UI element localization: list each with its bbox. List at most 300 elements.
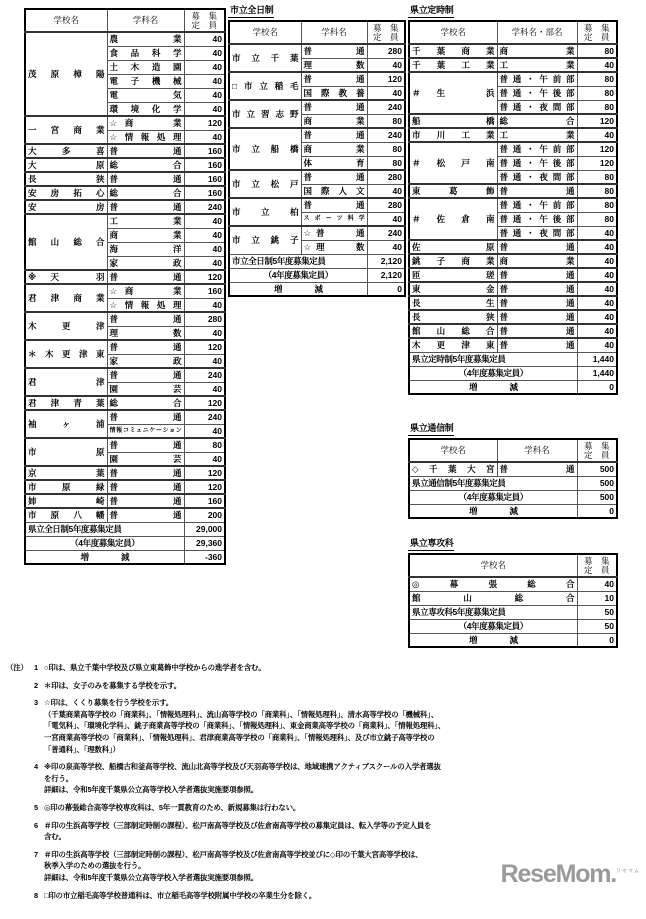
cell-quota: 120 — [577, 142, 617, 156]
cell-school-name: 佐 原 — [409, 240, 497, 254]
cell-dept-name: 体 育 — [301, 156, 367, 170]
cell-dept-name: 商 業 — [301, 114, 367, 128]
table-body — [25, 32, 225, 522]
cell-school-name: ＊木更津東 — [25, 340, 107, 368]
summary-value: 29,360 — [184, 536, 225, 550]
cell-school-name: 長 狭 — [25, 172, 107, 186]
cell-quota: 40 — [577, 226, 617, 240]
cell-dept-name: 普 通 — [497, 296, 577, 310]
cell-school-name: □市立稲毛 — [229, 72, 301, 100]
cell-dept-name: ☆普 通 — [301, 226, 367, 240]
table-row — [25, 144, 225, 158]
summary-value: 500 — [577, 490, 617, 504]
cell-dept-name: 家 政 — [107, 256, 184, 270]
summary-label: 市立全日制5年度募集定員 — [229, 254, 367, 268]
logo-superscript: リセマム — [616, 868, 640, 875]
cell-quota: 40 — [577, 240, 617, 254]
cell-dept-name: 普 通 — [107, 144, 184, 158]
cell-school-name: 市原緑 — [25, 480, 107, 494]
table-row — [409, 240, 617, 254]
cell-dept-name: 普 通 — [497, 240, 577, 254]
cell-quota: 40 — [577, 128, 617, 142]
cell-quota: 80 — [577, 44, 617, 58]
table-row — [229, 44, 405, 58]
cell-dept-name: 土木造園 — [107, 60, 184, 74]
cell-school-name: 長 生 — [409, 296, 497, 310]
cell-school-name: 館山総合 — [409, 591, 577, 605]
table-row — [25, 410, 225, 424]
cell-school-name: 市立銚子 — [229, 226, 301, 254]
table-kenritsu-tsushin-wrap — [408, 418, 618, 519]
table-row — [409, 296, 617, 310]
note-line — [0, 784, 646, 796]
cell-dept-name: 総 合 — [497, 114, 577, 128]
table-row — [229, 128, 405, 142]
cell-dept-name: 普 通 — [107, 368, 184, 382]
summary-row — [409, 476, 617, 490]
cell-dept-name: 普通・夜間部 — [497, 100, 577, 114]
cell-quota: 280 — [367, 198, 405, 212]
cell-quota: 280 — [367, 44, 405, 58]
cell-quota: 40 — [577, 268, 617, 282]
cell-dept-name: 普 通 — [497, 462, 577, 476]
table-row — [25, 158, 225, 172]
cell-dept-name: 普通・午前部 — [497, 198, 577, 212]
summary-row — [25, 550, 225, 564]
cell-school-name: 市立柏 — [229, 198, 301, 226]
cell-dept-name: ☆情報処理 — [107, 130, 184, 144]
cell-quota: 80 — [577, 212, 617, 226]
cell-dept-name: 普 通 — [107, 480, 184, 494]
summary-value: 0 — [577, 633, 617, 647]
cell-quota: 40 — [184, 74, 225, 88]
table-shiritsu-zennichi — [228, 20, 406, 297]
cell-quota: 80 — [577, 72, 617, 86]
summary-label: 県立全日制5年度募集定員 — [25, 522, 184, 536]
table-row — [25, 466, 225, 480]
table-header — [409, 554, 617, 577]
header-school: 学校名 — [229, 21, 301, 44]
table-row — [25, 200, 225, 214]
summary-row — [25, 522, 225, 536]
note-number: 4 — [34, 762, 38, 772]
cell-quota: 80 — [184, 438, 225, 452]
note-line — [0, 761, 646, 773]
cell-dept-name: 普 通 — [107, 508, 184, 522]
note-line — [0, 773, 646, 785]
resemom-logo — [501, 860, 640, 889]
table-header — [229, 21, 405, 44]
cell-quota: 40 — [577, 324, 617, 338]
table-kenritsu-senkouka-wrap — [408, 533, 618, 648]
note-text: 詳細は、令和5年度千葉県公立高等学校入学者選抜実施要項参照。 — [44, 785, 258, 795]
note-line — [0, 802, 646, 814]
cell-school-name: 一宮商業 — [25, 116, 107, 144]
note-item — [0, 761, 646, 796]
note-text: ＊印は、女子のみを募集する学校を示す。 — [44, 680, 181, 690]
table-row — [409, 184, 617, 198]
table-summary — [229, 254, 405, 296]
cell-quota: 40 — [184, 130, 225, 144]
header-dept: 学科名・部名 — [497, 21, 577, 44]
header-quota — [367, 21, 405, 44]
summary-label: 増 減 — [409, 504, 577, 518]
cell-dept-name: 普 通 — [107, 200, 184, 214]
cell-dept-name: 国際人文 — [301, 184, 367, 198]
cell-quota: 500 — [577, 462, 617, 476]
summary-row — [409, 633, 617, 647]
summary-value: 1,440 — [577, 352, 617, 366]
note-text: ＃印の生浜高等学校（三部制定時制の課程）、松戸南高等学校及び佐倉南高等学校の募集定員は、転入学等の予定人員を — [44, 820, 432, 830]
cell-quota: 240 — [367, 226, 405, 240]
cell-quota: 160 — [184, 186, 225, 200]
cell-quota: 240 — [367, 100, 405, 114]
summary-label: 増 減 — [409, 380, 577, 394]
cell-quota: 40 — [577, 296, 617, 310]
note-text: ◎印の幕張総合高等学校専攻科は、5年一貫教育のため、新規募集は行わない。 — [44, 802, 301, 812]
summary-row — [409, 490, 617, 504]
note-line — [0, 744, 646, 756]
cell-quota: 10 — [577, 591, 617, 605]
note-number: 7 — [34, 849, 38, 859]
caption-kenritsu-tsushin: 県立通信制 — [408, 423, 454, 436]
cell-quota: 40 — [184, 298, 225, 312]
summary-row — [229, 254, 405, 268]
summary-row — [409, 366, 617, 380]
cell-school-name: 長 狭 — [409, 310, 497, 324]
table-row — [25, 214, 225, 228]
cell-quota: 160 — [184, 494, 225, 508]
cell-quota: 200 — [184, 508, 225, 522]
table-row — [229, 170, 405, 184]
table-summary — [409, 605, 617, 647]
cell-quota: 240 — [367, 128, 405, 142]
table-row — [409, 44, 617, 58]
cell-school-name: 茂原樟陽 — [25, 32, 107, 116]
note-text: 含む。 — [44, 832, 66, 842]
cell-dept-name: 普通・午後部 — [497, 156, 577, 170]
cell-quota: 160 — [184, 172, 225, 186]
cell-dept-name: 理 数 — [301, 58, 367, 72]
header-quota-line1: 募 集 — [583, 556, 610, 566]
table-body — [229, 44, 405, 254]
table-kenritsu-zennichi-wrap — [24, 8, 226, 565]
cell-dept-name: ☆商 業 — [107, 116, 184, 130]
cell-quota: 120 — [577, 156, 617, 170]
cell-quota: 40 — [367, 184, 405, 198]
cell-school-name: 匝 瑳 — [409, 268, 497, 282]
note-text: 秋季入学のための選抜を行う。 — [44, 861, 146, 871]
cell-dept-name: 普 通 — [107, 270, 184, 284]
cell-dept-name: 普 通 — [107, 466, 184, 480]
summary-value: 50 — [577, 619, 617, 633]
cell-dept-name: 普通・午前部 — [497, 72, 577, 86]
table-row — [25, 340, 225, 354]
cell-quota: 120 — [184, 116, 225, 130]
cell-school-name: 君津青葉 — [25, 396, 107, 410]
cell-school-name: 市原八幡 — [25, 508, 107, 522]
note-line — [0, 820, 646, 832]
cell-dept-name: 普 通 — [107, 438, 184, 452]
cell-dept-name: 工 業 — [107, 214, 184, 228]
table-shiritsu-zennichi-wrap — [228, 0, 406, 297]
table-summary — [409, 476, 617, 518]
cell-dept-name: 総 合 — [107, 186, 184, 200]
cell-dept-name: 総 合 — [107, 158, 184, 172]
cell-quota: 40 — [184, 326, 225, 340]
cell-quota: 240 — [184, 410, 225, 424]
cell-quota: 80 — [577, 100, 617, 114]
cell-quota: 280 — [184, 312, 225, 326]
cell-quota: 120 — [184, 340, 225, 354]
table-row — [25, 396, 225, 410]
table-row — [409, 591, 617, 605]
table-row — [25, 116, 225, 130]
note-line — [0, 662, 646, 674]
cell-dept-name: 国際教養 — [301, 86, 367, 100]
summary-label: 県立専攻科5年度募集定員 — [409, 605, 577, 619]
caption-kenritsu-teijisei: 県立定時制 — [408, 5, 454, 18]
note-text: 詳細は、令和5年度千葉県公立高等学校入学者選抜実施要項参照。 — [44, 872, 258, 882]
cell-quota: 80 — [577, 198, 617, 212]
cell-quota: 40 — [577, 310, 617, 324]
summary-row — [229, 268, 405, 282]
table-row — [409, 128, 617, 142]
header-school: 学校名 — [409, 554, 577, 577]
summary-value: 2,120 — [367, 268, 405, 282]
cell-quota: 40 — [577, 577, 617, 591]
cell-dept-name: 園 芸 — [107, 452, 184, 466]
header-dept: 学科名 — [301, 21, 367, 44]
cell-dept-name: 普 通 — [107, 410, 184, 424]
note-text: 「電気科」、「環境化学科」、銚子商業高等学校の「商業科」、「情報処理科」、東金商業高等学校の「商業科」、「情報処理科」、 — [44, 721, 446, 731]
cell-quota: 40 — [367, 212, 405, 226]
cell-quota: 40 — [577, 338, 617, 352]
table-row — [409, 114, 617, 128]
cell-dept-name: 普 通 — [497, 282, 577, 296]
summary-label: 増 減 — [409, 633, 577, 647]
table-row — [229, 198, 405, 212]
summary-row — [409, 380, 617, 394]
table-row — [409, 282, 617, 296]
cell-dept-name: 環境化学 — [107, 102, 184, 116]
table-body — [409, 577, 617, 605]
cell-quota: 40 — [184, 256, 225, 270]
table-row — [25, 494, 225, 508]
note-item — [0, 680, 646, 692]
logo-text-b: Mom — [555, 860, 611, 888]
note-line — [0, 720, 646, 732]
cell-dept-name: 農 業 — [107, 32, 184, 46]
cell-quota: 120 — [184, 480, 225, 494]
header-quota-line1: 募 集 — [191, 11, 217, 21]
cell-dept-name: 普 通 — [497, 324, 577, 338]
cell-dept-name: 普 通 — [107, 494, 184, 508]
table-kenritsu-teijisei-wrap — [408, 0, 618, 395]
cell-quota: 80 — [577, 86, 617, 100]
cell-dept-name: 普 通 — [107, 172, 184, 186]
summary-label: （4年度募集定員） — [409, 366, 577, 380]
header-dept: 学科名 — [497, 439, 577, 462]
note-item — [0, 802, 646, 814]
cell-quota: 120 — [367, 72, 405, 86]
cell-quota: 120 — [184, 396, 225, 410]
note-number: 6 — [34, 820, 38, 830]
cell-dept-name: 総 合 — [107, 396, 184, 410]
summary-label: （4年度募集定員） — [409, 619, 577, 633]
summary-value: 2,120 — [367, 254, 405, 268]
summary-row — [25, 536, 225, 550]
header-quota-line2: 定 員 — [191, 19, 217, 30]
cell-dept-name: 普 通 — [301, 44, 367, 58]
summary-value: 1,440 — [577, 366, 617, 380]
cell-quota: 40 — [184, 382, 225, 396]
header-quota-line1: 募 集 — [583, 441, 610, 451]
cell-school-name: ＃松戸南 — [409, 142, 497, 184]
cell-school-name: 市川工業 — [409, 128, 497, 142]
cell-school-name: 東 金 — [409, 282, 497, 296]
note-item — [0, 820, 646, 843]
table-header — [409, 439, 617, 462]
summary-value: -360 — [184, 550, 225, 564]
cell-school-name: 市立千葉 — [229, 44, 301, 72]
table-body — [409, 44, 617, 352]
cell-quota: 40 — [184, 46, 225, 60]
cell-dept-name: 電 気 — [107, 88, 184, 102]
note-text: ※印の泉高等学校、船橋古和釜高等学校、流山北高等学校及び天羽高等学校は、地域連携アクティブスクールの入学者選抜 — [44, 762, 441, 772]
table-header — [25, 9, 225, 32]
note-number: 8 — [34, 890, 38, 900]
cell-school-name: 船 橋 — [409, 114, 497, 128]
note-text: □印の市立稲毛高等学校普通科は、市立稲毛高等学校附属中学校の卒業生分を除く。 — [44, 890, 317, 900]
header-quota — [577, 554, 617, 577]
cell-quota: 40 — [367, 58, 405, 72]
note-text: 「普通科」、「理数科」） — [44, 744, 120, 754]
header-quota — [184, 9, 225, 32]
cell-dept-name: 普 通 — [301, 128, 367, 142]
header-school: 学校名 — [25, 9, 107, 32]
summary-label: 県立通信制5年度募集定員 — [409, 476, 577, 490]
summary-label: （4年度募集定員） — [229, 268, 367, 282]
table-row — [25, 270, 225, 284]
cell-dept-name: 普 通 — [107, 312, 184, 326]
cell-quota: 40 — [184, 32, 225, 46]
header-quota-line1: 募 集 — [372, 23, 399, 33]
cell-quota: 160 — [184, 284, 225, 298]
cell-dept-name: 普 通 — [301, 72, 367, 86]
summary-value: 0 — [577, 380, 617, 394]
table-row — [25, 284, 225, 298]
cell-school-name: 館山総合 — [409, 324, 497, 338]
cell-quota: 40 — [184, 452, 225, 466]
cell-quota: 40 — [367, 86, 405, 100]
cell-school-name: 木更津東 — [409, 338, 497, 352]
header-quota — [577, 439, 617, 462]
cell-school-name: 木更津 — [25, 312, 107, 340]
note-text: 一宮商業高等学校の「商業科」、「情報処理科」、君津商業高等学校の「商業科」、「情報処理科」、及び市立銚子高等学校の — [44, 732, 435, 742]
header-dept: 学科名 — [107, 9, 184, 32]
table-header — [409, 21, 617, 44]
table-row — [409, 338, 617, 352]
cell-quota: 40 — [184, 60, 225, 74]
table-row — [25, 312, 225, 326]
note-text: を行う。 — [44, 773, 73, 783]
cell-school-name: 市立船橋 — [229, 128, 301, 170]
summary-label: 増 減 — [25, 550, 184, 564]
summary-label: 県立定時制5年度募集定員 — [409, 352, 577, 366]
caption-shiritsu-zennichi: 市立全日制 — [228, 5, 274, 18]
cell-school-name: 市立習志野 — [229, 100, 301, 128]
cell-dept-name: 普通・午後部 — [497, 86, 577, 100]
cell-quota: 80 — [367, 114, 405, 128]
note-text: ☆印は、くくり募集を行う学校を示す。 — [44, 698, 173, 708]
cell-dept-name: 普通・午後部 — [497, 212, 577, 226]
summary-value: 0 — [577, 504, 617, 518]
table-row — [409, 254, 617, 268]
note-number: 3 — [34, 698, 38, 708]
cell-quota: 40 — [184, 354, 225, 368]
table-row — [25, 172, 225, 186]
note-number: 1 — [34, 663, 38, 672]
cell-dept-name: 家 政 — [107, 354, 184, 368]
note-item — [0, 662, 646, 674]
cell-dept-name: 商 業 — [301, 142, 367, 156]
header-school: 学校名 — [409, 21, 497, 44]
table-row — [409, 310, 617, 324]
table-row — [25, 438, 225, 452]
table-kenritsu-zennichi — [24, 8, 226, 565]
note-line — [0, 890, 646, 902]
table-row — [229, 72, 405, 86]
cell-dept-name: 食品科学 — [107, 46, 184, 60]
cell-school-name: 安 房 — [25, 200, 107, 214]
cell-school-name: 姉 崎 — [25, 494, 107, 508]
summary-row — [229, 282, 405, 296]
cell-dept-name: 工 業 — [497, 128, 577, 142]
cell-school-name: 市立松戸 — [229, 170, 301, 198]
table-row — [409, 324, 617, 338]
header-quota-line2: 定 員 — [583, 449, 610, 460]
cell-dept-name: 普 通 — [497, 338, 577, 352]
table-kenritsu-teijisei — [408, 20, 618, 395]
header-school: 学校名 — [409, 439, 497, 462]
cell-quota: 40 — [367, 240, 405, 254]
cell-dept-name: 普 通 — [301, 100, 367, 114]
note-line — [0, 831, 646, 843]
table-body — [409, 462, 617, 476]
cell-dept-name: 普 通 — [497, 184, 577, 198]
cell-school-name: ＃佐倉南 — [409, 198, 497, 240]
note-item — [0, 890, 646, 902]
cell-dept-name: 普通・夜間部 — [497, 226, 577, 240]
table-row — [25, 186, 225, 200]
cell-quota: 40 — [184, 424, 225, 438]
summary-row — [409, 504, 617, 518]
cell-quota: 40 — [184, 242, 225, 256]
summary-value: 50 — [577, 605, 617, 619]
cell-school-name: 千葉商業 — [409, 44, 497, 58]
cell-dept-name: ☆理 数 — [301, 240, 367, 254]
logo-dot: . — [610, 860, 617, 888]
cell-dept-name: 理 数 — [107, 326, 184, 340]
cell-dept-name: 普 通 — [497, 310, 577, 324]
cell-quota: 120 — [184, 270, 225, 284]
cell-school-name: 東葛飾 — [409, 184, 497, 198]
table-row — [409, 58, 617, 72]
cell-quota: 40 — [577, 282, 617, 296]
summary-label: （4年度募集定員） — [409, 490, 577, 504]
cell-quota: 40 — [577, 254, 617, 268]
